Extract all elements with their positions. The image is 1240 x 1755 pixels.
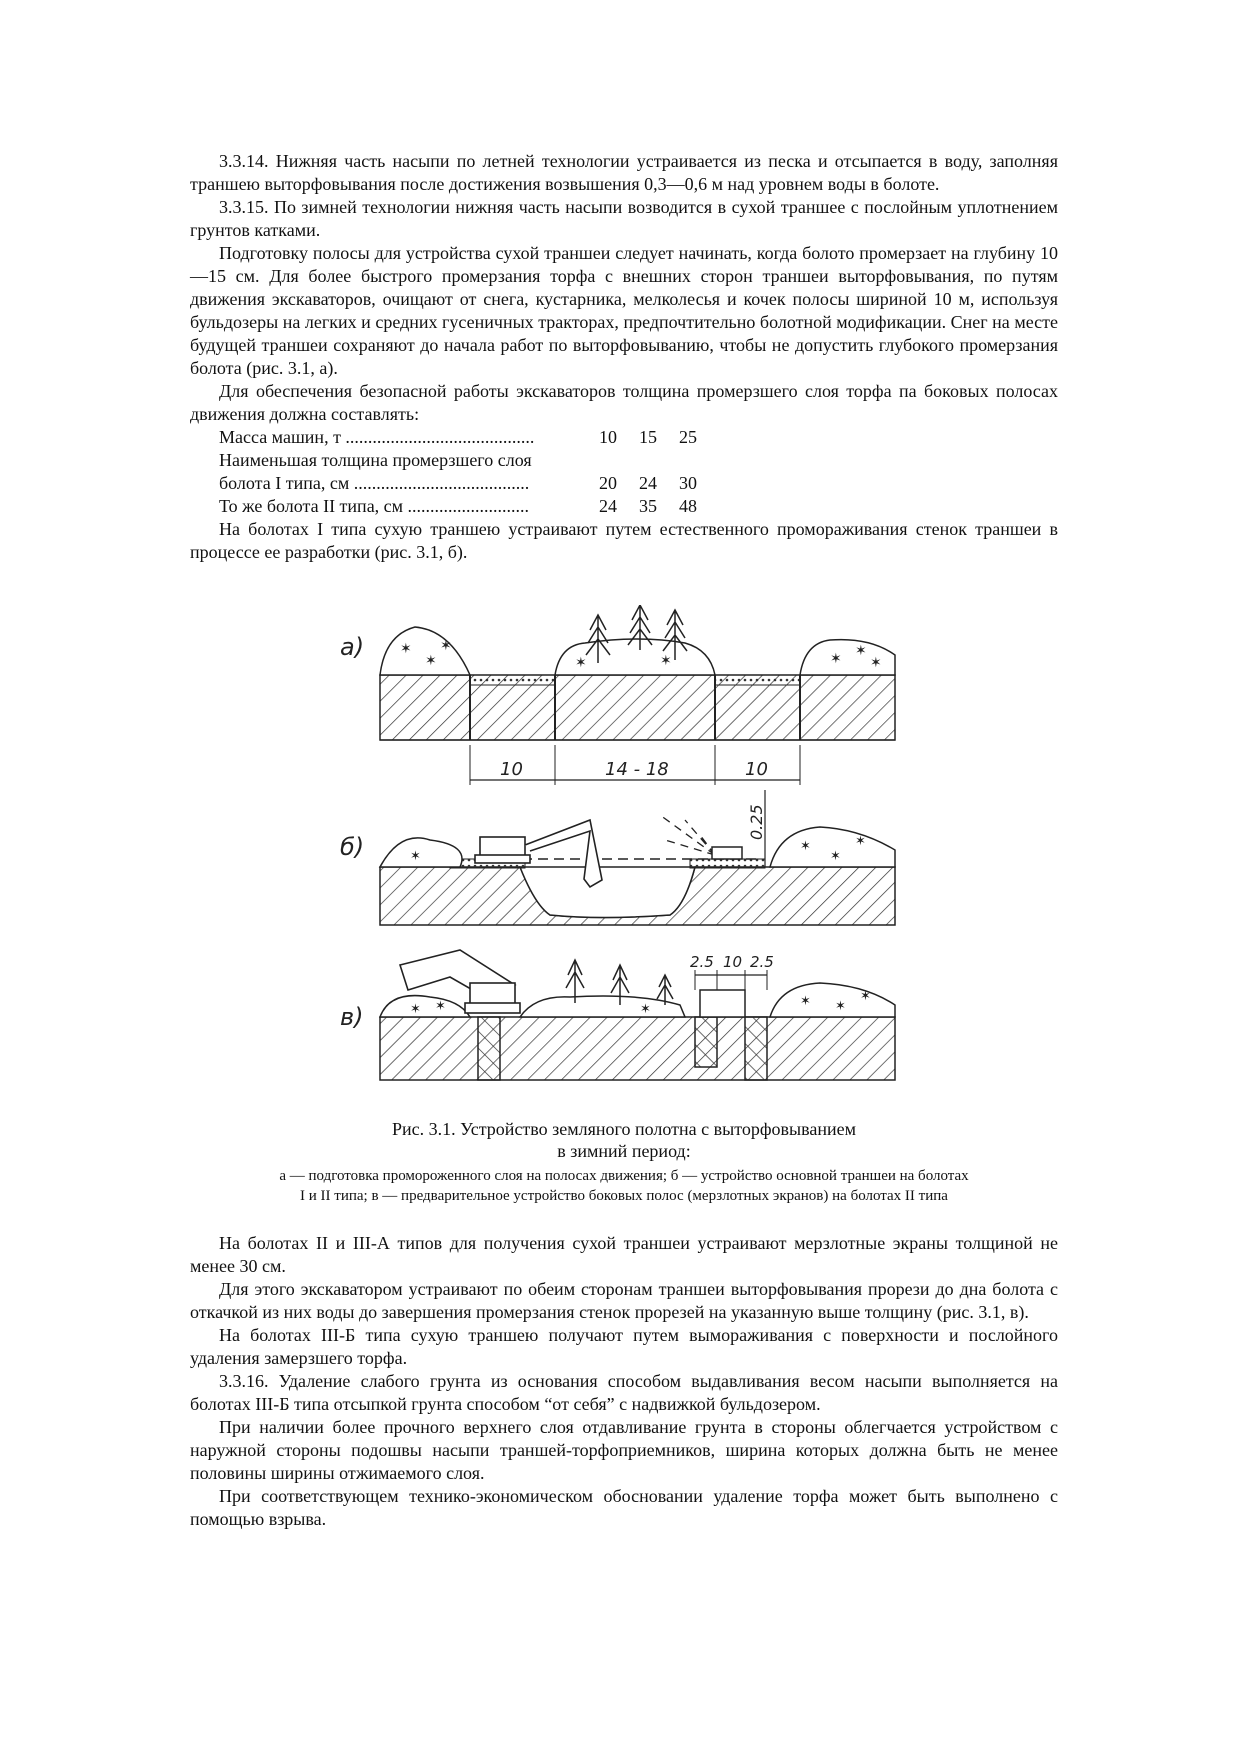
caption-title-line1: Рис. 3.1. Устройство земляного полотна с выторфовыванием — [392, 1119, 856, 1139]
figure-3-1 — [340, 605, 920, 1105]
table-cell: 20 — [599, 473, 617, 493]
table-cell: 25 — [679, 427, 697, 447]
paragraph: Подготовку полосы для устройства сухой траншеи следует начинать, когда болото промерзает на глубину 10—15 см. Для более быстрого промерзания торфа с внешних сторон траншеи выторфовывания, по путям движения экскаваторов, очищают от снега, кустарника, мелколесья и кочек полосы шириной 10 м, используя бульдозеры на легких и средних гусеничных тракторах, предпочтительно болотной модификации. Снег на месте будущей траншеи сохраняют до начала работ по выторфовыванию, чтобы не допустить глубокого промерзания болота (рис. 3.1, а). — [190, 243, 1058, 378]
table-cell: 24 — [599, 496, 617, 516]
svg-text:✶: ✶ — [870, 655, 882, 671]
figure-caption — [190, 1118, 1058, 1206]
table-cell: 15 — [639, 427, 657, 447]
table-cell: 10 — [599, 427, 617, 447]
svg-text:✶: ✶ — [410, 1002, 421, 1017]
panel-c-label: в) — [340, 1003, 364, 1031]
caption-legend-line2: I и II типа; в — предварительное устройство боковых полос (мерзлотных экранов) на болотах II типа — [300, 1188, 948, 1204]
dim-25-left: 2.5 — [690, 953, 714, 971]
table-cell: 24 — [639, 473, 657, 493]
svg-text:✶: ✶ — [400, 641, 412, 657]
paragraph: 3.3.16. Удаление слабого грунта из основания способом выдавливания весом насыпи выполняется на болотах III-Б типа отсыпкой грунта способом “от себя” с надвижкой бульдозером. — [190, 1371, 1058, 1414]
panel-b — [340, 790, 895, 925]
table-row — [190, 472, 1058, 495]
table-row — [190, 426, 1058, 449]
dim-025: 0.25 — [747, 804, 766, 840]
svg-text:✶: ✶ — [575, 655, 587, 671]
paragraph: При наличии более прочного верхнего слоя отдавливание грунта в стороны облегчается устройством с наружной стороны подошвы насыпи траншей-торфоприемников, ширина которых должна быть не менее половины ширины отжимаемого слоя. — [190, 1417, 1058, 1483]
table-row-label: Наименьшая толщина промерзшего слоя — [219, 450, 532, 470]
thickness-table — [190, 426, 1058, 518]
svg-text:✶: ✶ — [855, 834, 866, 849]
text-block-bottom — [190, 1232, 1058, 1531]
caption-legend-line1: а — подготовка промороженного слоя на полосах движения; б — устройство основной траншеи на болотах — [279, 1168, 969, 1184]
text-block-top — [190, 150, 1058, 564]
svg-text:✶: ✶ — [860, 989, 871, 1004]
panel-b-label: б) — [340, 833, 365, 861]
table-row — [190, 449, 1058, 472]
svg-text:✶: ✶ — [800, 839, 811, 854]
svg-text:✶: ✶ — [425, 653, 437, 669]
dim-10-right: 10 — [745, 759, 768, 780]
paragraph: 3.3.15. По зимней технологии нижняя часть насыпи возводится в сухой траншее с послойным уплотнением грунтов катками. — [190, 197, 1058, 240]
svg-text:✶: ✶ — [640, 1002, 651, 1017]
panel-a-label: а) — [340, 633, 365, 661]
svg-text:✶: ✶ — [855, 643, 867, 659]
paragraph: Для этого экскаватором устраивают по обеим сторонам траншеи выторфовывания прорези до дна болота с откачкой из них воды до завершения промерзания стенок прорезей на указанную выше толщину (рис. 3.1, в). — [190, 1279, 1058, 1322]
svg-text:✶: ✶ — [440, 638, 452, 654]
table-cell: 35 — [639, 496, 657, 516]
table-row-label: болота I типа, см ....................................... — [219, 473, 530, 493]
paragraph: На болотах III-Б типа сухую траншею получают путем вымораживания с поверхности и послойного удаления замерзшего торфа. — [190, 1325, 1058, 1368]
paragraph: При соответствующем технико-экономическом обосновании удаление торфа может быть выполнено с помощью взрыва. — [190, 1486, 1058, 1529]
svg-text:✶: ✶ — [410, 849, 421, 864]
panel-c — [340, 950, 895, 1080]
svg-text:✶: ✶ — [835, 999, 846, 1014]
paragraph: Для обеспечения безопасной работы экскаваторов толщина промерзшего слоя торфа па боковых полосах движения должна составлять: — [190, 381, 1058, 424]
svg-text:✶: ✶ — [800, 994, 811, 1009]
panel-a — [340, 605, 895, 785]
dim-10-mid: 10 — [723, 953, 743, 971]
dim-10-left: 10 — [500, 759, 523, 780]
table-cell: 30 — [679, 473, 697, 493]
dim-14-18: 14 - 18 — [605, 759, 669, 780]
paragraph: 3.3.14. Нижняя часть насыпи по летней технологии устраивается из песка и отсыпается в воду, заполняя траншею выторфовывания после достижения возвышения 0,3—0,6 м над уровнем воды в болоте. — [190, 151, 1058, 194]
paragraph: На болотах II и III-А типов для получения сухой траншеи устраивают мерзлотные экраны толщиной не менее 30 см. — [190, 1233, 1058, 1276]
svg-text:✶: ✶ — [830, 651, 842, 667]
table-row — [190, 495, 1058, 518]
svg-text:✶: ✶ — [435, 999, 446, 1014]
table-row-label: Масса машин, т .......................................... — [219, 427, 535, 447]
svg-text:✶: ✶ — [660, 653, 672, 669]
svg-text:✶: ✶ — [830, 849, 841, 864]
paragraph: На болотах I типа сухую траншею устраивают путем естественного промораживания стенок траншеи в процессе ее разработки (рис. 3.1, б). — [190, 519, 1058, 562]
dim-25-right: 2.5 — [750, 953, 774, 971]
table-cell: 48 — [679, 496, 697, 516]
caption-title-line2: в зимний период: — [557, 1141, 691, 1161]
table-row-label: То же болота II типа, см ........................... — [219, 496, 530, 516]
